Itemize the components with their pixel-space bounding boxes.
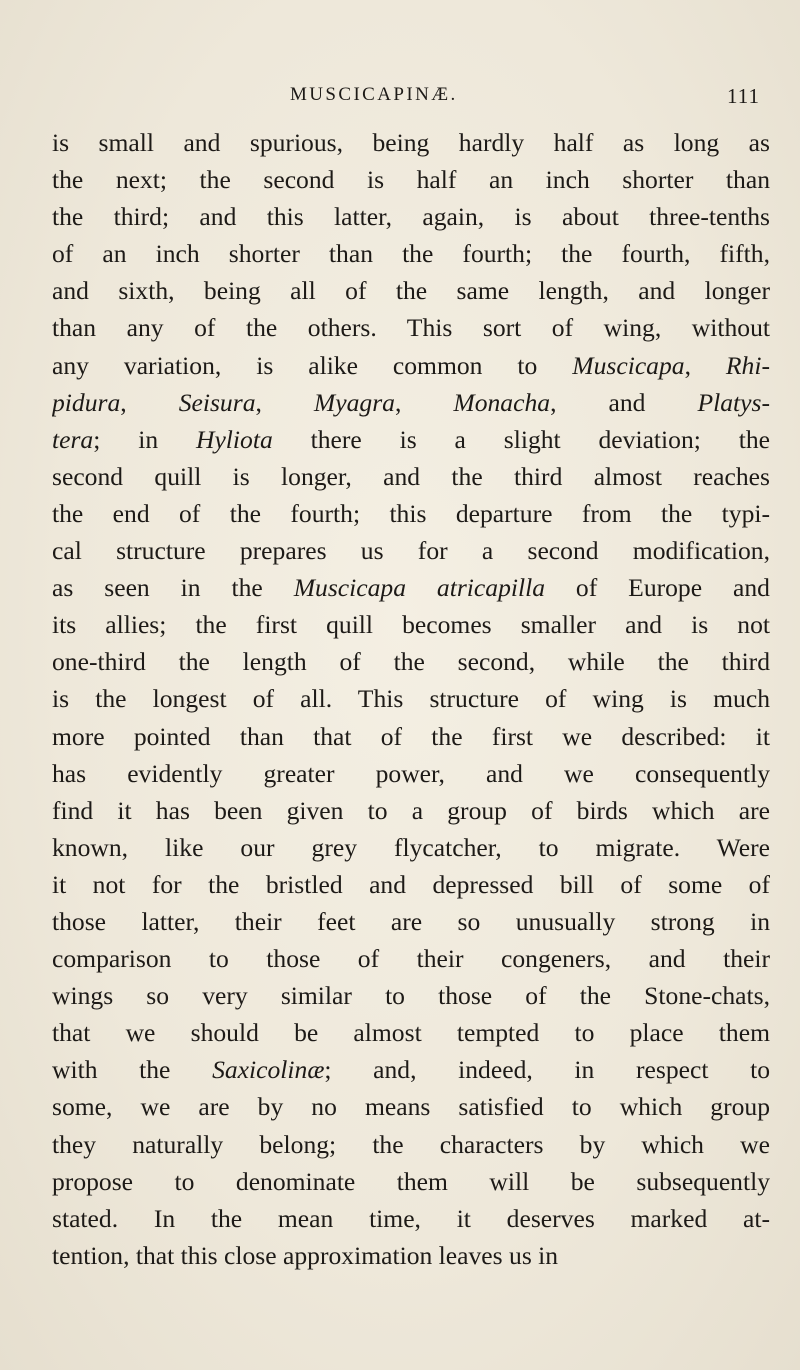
text-line <box>52 1163 770 1200</box>
text-run: the third; and this latter, again, is about three-tenths <box>52 202 770 232</box>
italic-run: pidura <box>52 387 121 417</box>
text-run: , <box>120 387 179 417</box>
text-run: of an inch shorter than the fourth; the fourth, fifth, <box>52 239 770 269</box>
text-run: they naturally belong; the characters by which we <box>52 1129 770 1159</box>
text-run: cal structure prepares us for a second modification, <box>52 536 770 566</box>
text-run: , <box>394 387 454 417</box>
text-run: and sixth, being all of the same length, and longer <box>52 276 770 306</box>
text-run: is the longest of all. This structure of wing is much <box>52 684 770 714</box>
text-run: more pointed than that of the first we described: it <box>52 721 770 751</box>
text-run: than any of the others. This sort of wing, without <box>52 313 770 343</box>
text-run: , <box>255 387 314 417</box>
text-run: its allies; the first quill becomes smaller and is not <box>52 610 770 640</box>
italic-run: Seisura <box>178 387 256 417</box>
italic-run: Platys- <box>697 387 770 417</box>
text-line <box>52 1088 770 1125</box>
text-line <box>52 680 770 717</box>
text-run: the end of the fourth; this departure from the typi- <box>52 498 770 528</box>
text-line <box>52 1200 770 1237</box>
text-line <box>52 977 770 1014</box>
italic-run: Saxicolinæ <box>212 1055 325 1085</box>
text-run: some, we are by no means satisfied to which group <box>52 1092 770 1122</box>
text-line <box>52 198 770 235</box>
page-number: 111 <box>727 84 760 108</box>
text-line <box>52 792 770 829</box>
text-run: wings so very similar to those of the Stone-chats, <box>52 981 770 1011</box>
text-line <box>52 124 770 161</box>
text-run: it not for the bristled and depressed bill of some of <box>52 869 770 899</box>
italic-run: Hyliota <box>195 424 273 454</box>
text-run: the next; the second is half an inch shorter than <box>52 165 770 195</box>
text-line <box>52 1237 770 1274</box>
text-line <box>52 569 770 606</box>
text-line <box>52 421 770 458</box>
text-line <box>52 384 770 421</box>
text-run: find it has been given to a group of birds which are <box>52 795 770 825</box>
text-line <box>52 161 770 198</box>
text-run: known, like our grey flycatcher, to migrate. Were <box>52 832 770 862</box>
text-run: there is a slight deviation; the <box>272 424 770 454</box>
italic-run: Monacha <box>453 387 551 417</box>
text-line <box>52 866 770 903</box>
text-line <box>52 643 770 680</box>
text-line <box>52 903 770 940</box>
text-run: any variation, is alike common to <box>52 350 573 380</box>
text-run: propose to denominate them will be subsequently <box>52 1166 770 1196</box>
text-line <box>52 940 770 977</box>
text-line <box>52 235 770 272</box>
text-run: tention, that this close approximation leaves us in <box>52 1240 559 1270</box>
text-run: of Europe and <box>545 573 770 603</box>
text-line <box>52 309 770 346</box>
text-run: ; in <box>93 424 196 454</box>
body-text <box>52 124 770 1274</box>
text-line <box>52 1051 770 1088</box>
text-line <box>52 347 770 384</box>
text-run: those latter, their feet are so unusually strong in <box>52 906 770 936</box>
text-run: as seen in the <box>52 573 294 603</box>
text-run: , and <box>550 387 698 417</box>
text-run: stated. In the mean time, it deserves marked at- <box>52 1203 770 1233</box>
text-run: second quill is longer, and the third almost reaches <box>52 461 770 491</box>
text-run: , <box>684 350 726 380</box>
italic-run: Muscicapa atricapilla <box>293 573 545 603</box>
running-head <box>0 84 800 114</box>
text-run: ; and, indeed, in respect to <box>324 1055 770 1085</box>
text-line <box>52 1014 770 1051</box>
text-run: is small and spurious, being hardly half as long as <box>52 128 770 157</box>
text-line <box>52 458 770 495</box>
text-run: comparison to those of their congeners, and their <box>52 944 770 974</box>
text-run: with the <box>52 1055 213 1085</box>
text-line <box>52 1126 770 1163</box>
text-run: one-third the length of the second, while the third <box>52 647 770 677</box>
text-line <box>52 495 770 532</box>
text-line <box>52 829 770 866</box>
running-title: MUSCICAPINÆ. <box>290 84 458 105</box>
italic-run: tera <box>52 424 94 454</box>
text-line <box>52 755 770 792</box>
text-run: has evidently greater power, and we consequently <box>52 758 770 788</box>
text-line <box>52 718 770 755</box>
text-run: that we should be almost tempted to place them <box>52 1018 770 1048</box>
italic-run: Myagra <box>313 387 395 417</box>
text-line <box>52 272 770 309</box>
text-line <box>52 532 770 569</box>
italic-run: Rhi- <box>725 350 770 380</box>
italic-run: Muscicapa <box>572 350 685 380</box>
text-line <box>52 606 770 643</box>
